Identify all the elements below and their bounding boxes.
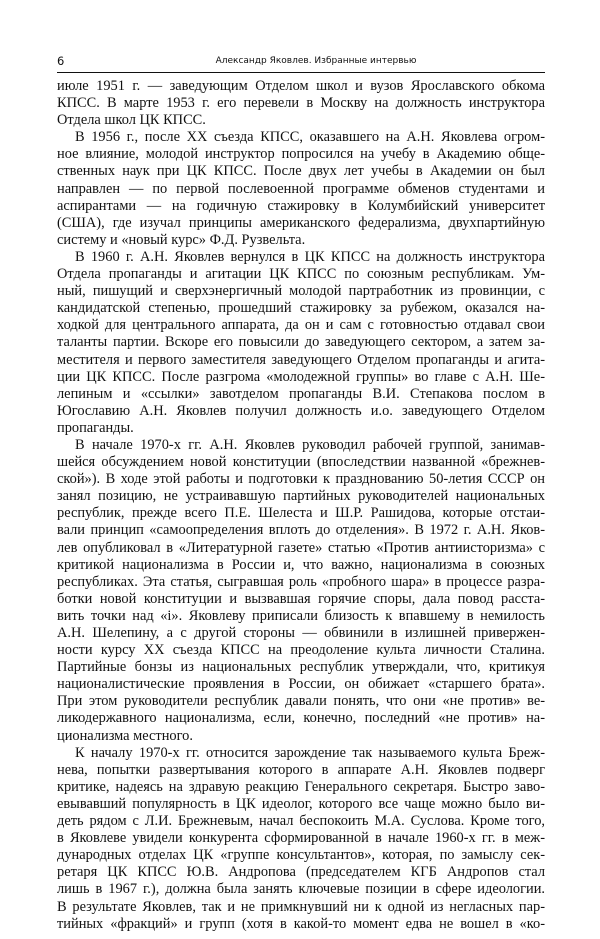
text-line: пропаганды.: [57, 419, 134, 436]
text-line: В начале 1970-х гг. А.Н. Яковлев руководил рабочей группой, занимав-: [75, 436, 545, 453]
paragraph: [57, 129, 545, 249]
text-line: тийных «фракций» и групп (хотя в какой-то момент едва не вошел в «ко-: [57, 915, 545, 932]
text-line: вали принцип «самоопределения вплоть до отделения». В 1972 г. А.Н. Яков-: [57, 522, 545, 539]
text-line: В результате Яковлев, так и не примкнувший ни к одной из негласных пар-: [57, 898, 545, 915]
text-line: К началу 1970-х гг. относится зарождение так называемого культа Бреж-: [75, 744, 545, 761]
page-number: 6: [57, 54, 65, 68]
text-line: лев опубликовал в «Литературной газете» статью «Против антиисторизма» с: [57, 539, 545, 556]
paragraph: [57, 745, 545, 933]
text-line: Югославию А.Н. Яковлев получил должность и.о. заведующего Отделом: [57, 402, 545, 419]
text-line: аспирантами — на годичную стажировку в Колумбийский университет: [57, 197, 545, 214]
text-line: занял позицию, не устраивавшую партийных руководителей национальных: [57, 488, 545, 505]
text-line: таланты партии. Вскоре его повысили до заведующего сектором, а затем за-: [57, 334, 545, 351]
running-header: [57, 54, 545, 73]
text-line: систему и «новый курс» Ф.Д. Рузвельта.: [57, 231, 306, 248]
text-line: Отдела пропаганды и агитации ЦК КПСС по союзным республикам. Ум-: [57, 266, 545, 283]
text-line: (США), где изучал принципы американского федерализма, двухпартийную: [57, 214, 545, 231]
text-line: В 1960 г. А.Н. Яковлев вернулся в ЦК КПСС на должность инструктора: [75, 248, 545, 265]
paragraph: [57, 78, 545, 129]
text-line: ционализма местного.: [57, 727, 193, 744]
text-line: Партийные бонзы из национальных республик утверждали, что, критикуя: [57, 659, 545, 676]
running-title: Александр Яковлев. Избранные интервью: [215, 56, 417, 66]
text-line: лишь в 1967 г.), должна была занять ключевые позиции в сфере идеологии.: [57, 881, 545, 898]
text-line: ный, пишущий и сверхэнергичный молодой партработник из провинции, с: [57, 283, 545, 300]
text-line: ное влияние, молодой инструктор попросился на учебу в Академию обще-: [57, 146, 545, 163]
text-line: республик, прежде всего П.Е. Шелеста и Ш.Р. Рашидова, которые отстаи-: [57, 505, 545, 522]
text-line: июле 1951 г. — заведующим Отделом школ и вузов Ярославского обкома: [57, 78, 545, 94]
text-line: ликодержавного национализма, если, конечно, последний «не против» на-: [57, 710, 545, 727]
text-line: вить точки над «i». Яковлеву приписали близость к впавшему в немилость: [57, 607, 545, 624]
text-line: КПСС. В марте 1953 г. его перевели в Москву на должность инструктора: [57, 95, 545, 112]
text-line: лепиным и «ссылки» завотделом пропаганды В.И. Степакова послом в: [57, 385, 545, 402]
text-line: А.Н. Шелепину, а с другой стороны — обвинили в излишней привержен-: [57, 625, 545, 641]
text-line: ретаря ЦК КПСС Ю.В. Андропова (председателем КГБ Андропов стал: [57, 864, 545, 881]
text-line: ботки новой конституции и вызвавшая горячие споры, дала повод расста-: [57, 590, 545, 607]
text-line: дународных отделах ЦК «группе консультантов», которая, по замыслу сек-: [57, 847, 545, 864]
paragraph: [57, 249, 545, 437]
text-line: деть рядом с Л.И. Брежневым, начал беспокоить М.А. Суслова. Кроме того,: [57, 813, 545, 830]
text-line: ции ЦК КПСС. После разгрома «молодежной группы» во главе с А.Н. Ше-: [57, 368, 545, 385]
text-line: направлен — по первой послевоенной программе обменов студентами и: [57, 180, 545, 197]
text-line: Отдела школ ЦК КПСС.: [57, 112, 206, 129]
text-line: ственных наук при ЦК КПСС. После двух лет учебы в Академии он был: [57, 163, 545, 180]
text-line: ности курсу XX съезда КПСС на преодоление культа личности Сталина.: [57, 642, 545, 659]
text-line: ходкой для центрального аппарата, да он и сам с готовностью отдавал свои: [57, 317, 545, 334]
text-line: В 1956 г., после XX съезда КПСС, оказавшего на А.Н. Яковлева огром-: [75, 129, 545, 146]
text-line: критике, надеясь на здравую реакцию Генерального секретаря. Быстро заво-: [57, 778, 545, 795]
body-text: [57, 78, 545, 933]
text-line: кандидатской степенью, прошедший стажировку за рубежом, оказался на-: [57, 300, 545, 317]
text-line: националистические проявления в России, он обижает «старшего брата».: [57, 676, 545, 693]
paragraph: [57, 437, 545, 745]
text-line: критикой национализма в России и, что важно, национализма в союзных: [57, 556, 545, 573]
text-line: При этом руководители республик давали понять, что они «не против» ве-: [57, 693, 545, 710]
text-line: евывавший популярность в ЦК идеолог, которого все чаще можно было ви-: [57, 795, 545, 812]
text-line: шейся обсуждением новой конституции (впоследствии названной «брежнев-: [57, 454, 545, 471]
text-line: ской»). В ходе этой работы и подготовки к празднованию 50-летия СССР он: [57, 471, 545, 488]
text-line: местителя и первого заместителя заведующего Отделом пропаганды и агита-: [57, 351, 545, 368]
text-line: нева, попытки развертывания которого в аппарате А.Н. Яковлев подверг: [57, 761, 545, 778]
text-line: в Яковлеве увидели конкурента сформированной в начале 1960-х гг. в меж-: [57, 830, 545, 847]
text-line: республиках. Эта статья, сыгравшая роль «пробного шара» в процессе разра-: [57, 573, 545, 590]
